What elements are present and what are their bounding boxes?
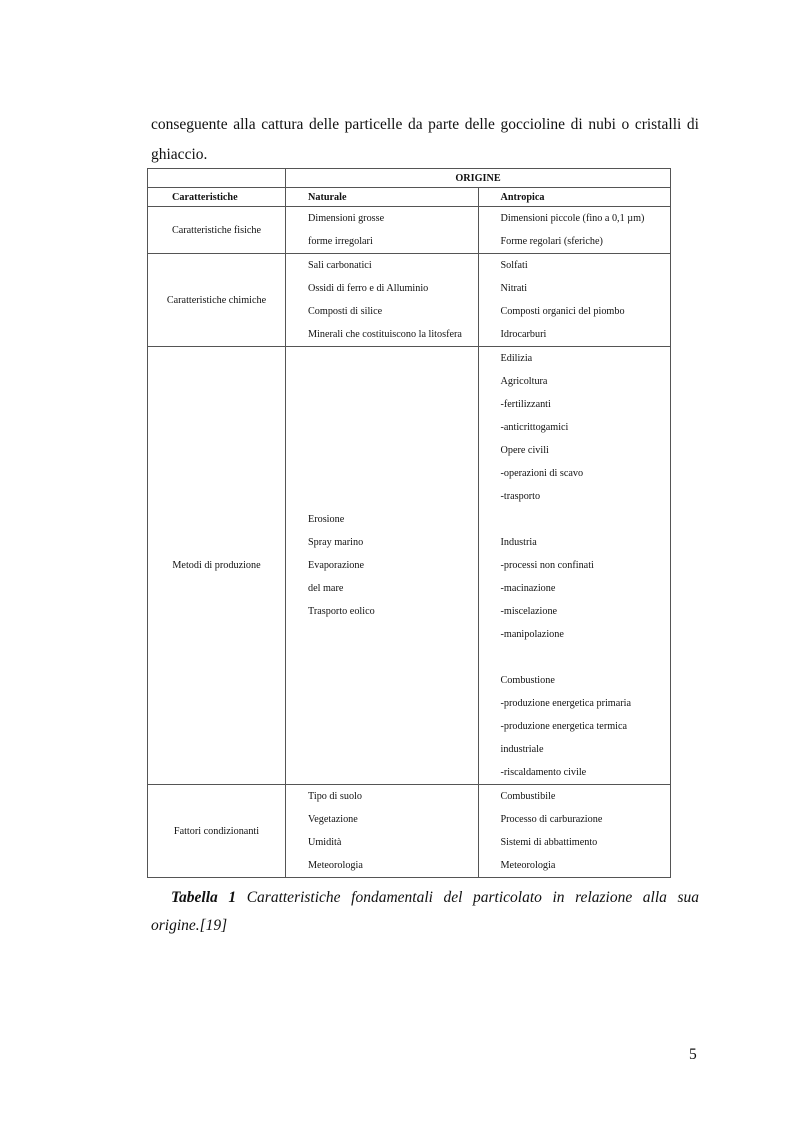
- list-item: Tipo di suolo: [308, 791, 362, 802]
- list-item: Spray marino: [308, 537, 364, 548]
- list-item: [501, 646, 671, 669]
- list-item: Agricoltura: [500, 376, 548, 387]
- list-item: Combustibile: [500, 791, 556, 802]
- list-item: -produzione energetica primaria: [500, 698, 631, 709]
- intro-line-1: conseguente alla cattura delle particelle da parte delle goccioline di nubi o cristalli di: [151, 116, 699, 133]
- list-item: Sali carbonatici: [308, 260, 372, 271]
- characteristics-table: [147, 168, 671, 878]
- list-item: -fertilizzanti: [500, 399, 551, 410]
- list-item: Minerali che costituiscono la litosfera: [308, 329, 462, 340]
- list-item: -macinazione: [500, 583, 556, 594]
- list-item: -operazioni di scavo: [500, 468, 584, 479]
- intro-line-2: ghiaccio.: [151, 146, 208, 163]
- list-item: Nitrati: [500, 283, 528, 294]
- col-header-caratteristiche: Caratteristiche: [148, 188, 286, 207]
- row-label: Caratteristiche fisiche: [148, 207, 286, 254]
- table-row-fattori: [148, 785, 671, 878]
- list-item: Combustione: [500, 675, 555, 686]
- naturale-cell: [286, 254, 479, 347]
- antropica-cell: [478, 785, 671, 878]
- page-number: 5: [689, 1046, 697, 1063]
- caption-text: Caratteristiche fondamentali del particolato in relazione alla sua: [246, 889, 700, 906]
- list-item: Idrocarburi: [500, 329, 547, 340]
- table-row-fisiche: [148, 207, 671, 254]
- list-item: Meteorologia: [500, 860, 556, 871]
- list-item: Processo di carburazione: [500, 814, 603, 825]
- list-item: -anticrittogamici: [500, 422, 569, 433]
- empty-corner-cell: [148, 169, 286, 188]
- col-header-naturale: Naturale: [286, 188, 479, 207]
- row-label: Caratteristiche chimiche: [148, 254, 286, 347]
- list-item: -miscelazione: [500, 606, 558, 617]
- list-item: Edilizia: [500, 353, 533, 364]
- list-item: Umidità: [308, 837, 342, 848]
- list-item: Dimensioni grosse: [308, 213, 385, 224]
- intro-paragraph: [151, 110, 699, 170]
- list-item: forme irregolari: [308, 236, 373, 247]
- list-item: Vegetazione: [308, 814, 358, 825]
- antropica-cell: [478, 254, 671, 347]
- list-item: Meteorologia: [308, 860, 363, 871]
- list-item: Ossidi di ferro e di Alluminio: [308, 283, 429, 294]
- list-item: Evaporazione: [308, 560, 365, 571]
- naturale-cell: [286, 347, 479, 785]
- antropica-cell: [478, 347, 671, 785]
- list-item: -riscaldamento civile: [500, 767, 587, 778]
- antropica-cell: [478, 207, 671, 254]
- table-caption: [151, 884, 699, 940]
- list-item: [501, 508, 671, 531]
- caption-line-2: origine.[19]: [151, 917, 228, 934]
- list-item: -trasporto: [500, 491, 541, 502]
- list-item: Dimensioni piccole (fino a 0,1 µm): [500, 213, 645, 224]
- caption-line-1: [151, 884, 699, 912]
- list-item: -produzione energetica termica: [500, 721, 628, 732]
- list-item: Forme regolari (sferiche): [500, 236, 603, 247]
- naturale-cell: [286, 785, 479, 878]
- list-item: Solfati: [500, 260, 528, 271]
- list-item: del mare: [308, 583, 344, 594]
- list-item: -processi non confinati: [500, 560, 594, 571]
- list-item: Trasporto eolico: [308, 606, 375, 617]
- origin-header: ORIGINE: [286, 169, 671, 188]
- list-item: Composti di silice: [308, 306, 383, 317]
- table-row-metodi: [148, 347, 671, 785]
- row-label: Metodi di produzione: [148, 347, 286, 785]
- list-item: Erosione: [308, 514, 345, 525]
- list-item: Sistemi di abbattimento: [500, 837, 598, 848]
- caption-label: Tabella 1: [171, 889, 237, 906]
- list-item: Industria: [500, 537, 537, 548]
- list-item: Composti organici del piombo: [500, 306, 625, 317]
- list-item: Opere civili: [500, 445, 549, 456]
- list-item: industriale: [500, 744, 544, 755]
- col-header-antropica: Antropica: [478, 188, 671, 207]
- naturale-cell: [286, 207, 479, 254]
- table-row-chimiche: [148, 254, 671, 347]
- row-label: Fattori condizionanti: [148, 785, 286, 878]
- list-item: -manipolazione: [500, 629, 564, 640]
